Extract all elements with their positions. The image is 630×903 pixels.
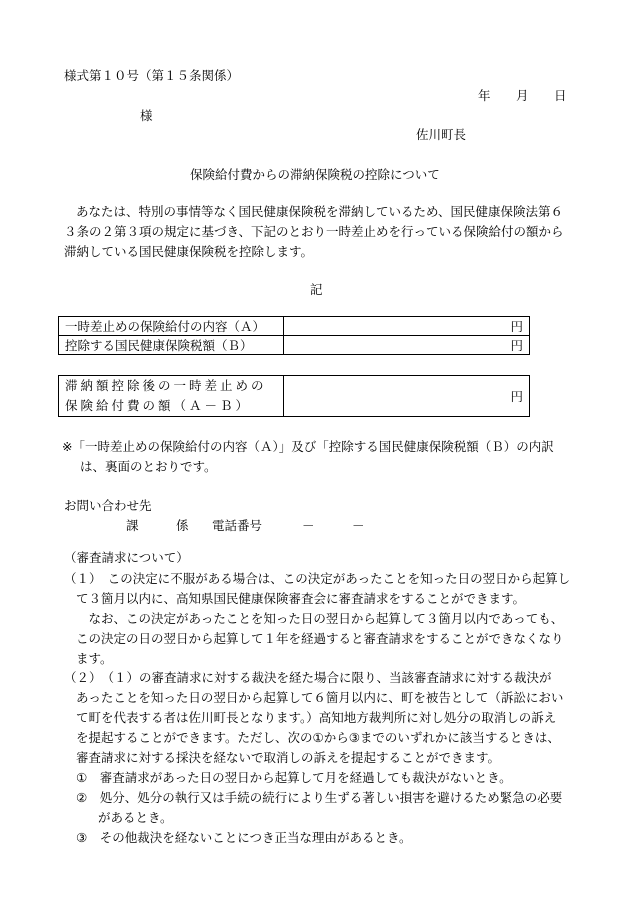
intro-line-3: 滞納している国民健康保険税を控除します。 (64, 244, 314, 259)
contact-phone-label: 電話番号 (212, 518, 263, 533)
appeal-line-2: て３箇月以内に、高知県国民健康保険審査会に審査請求をすることができます。 (76, 591, 526, 606)
appeal-line-9: を提起することができます。ただし、次の①から③までのいずれかに該当するときは、 (76, 730, 560, 745)
contact-heading: お問い合わせ先 (64, 498, 152, 513)
intro-line-1: あなたは、特別の事情等なく国民健康保険税を滞納しているため、国民健康保険法第６ (76, 204, 564, 219)
appeal-line-13: があるとき。 (98, 810, 173, 825)
row-label-b: 控除する国民健康保険税額（Ｂ） (59, 336, 284, 355)
balance-unit: 円 (284, 376, 530, 417)
note-line-1: ※「一時差止めの保険給付の内容（Ａ）」及び「控除する国民健康保険税額（Ｂ）の内訳 (62, 439, 554, 454)
balance-table (58, 375, 530, 417)
row-unit-a: 円 (284, 317, 530, 336)
ki-heading: 記 (310, 282, 323, 297)
date-month-label: 月 (516, 88, 529, 103)
document-title: 保険給付費からの滞納保険税の控除について (190, 167, 440, 182)
balance-label-line-2: 保険給付費の額（Ａ－Ｂ） (65, 398, 252, 413)
table-row (59, 336, 530, 355)
date-day-label: 日 (554, 88, 567, 103)
appeal-heading: （審査請求について） (64, 550, 189, 565)
note-line-2: は、裏面のとおりです。 (80, 459, 217, 474)
appeal-line-11: ① 審査請求があった日の翌日から起算して月を経過しても裁決がないとき。 (76, 770, 512, 785)
appeal-line-7: あったことを知った日の翌日から起算して６箇月以内に、町を被告として（訴訟におい (76, 690, 564, 705)
appeal-line-12: ② 処分、処分の執行又は手続の続行により生ずる著しい損害を避けるため緊急の必要 (76, 790, 563, 805)
issuer: 佐川町長 (416, 127, 467, 142)
balance-label-cell (59, 376, 284, 417)
appeal-line-8: て町を代表する者は佐川町長となります。）高知地方裁判所に対し処分の取消しの訴え (76, 710, 557, 725)
intro-line-2: ３条の２第３項の規定に基づき、下記のとおり一時差止めを行っている保険給付の額から (64, 224, 564, 239)
appeal-line-1: （１） この決定に不服がある場合は、この決定があったことを知った日の翌日から起算し (64, 571, 571, 586)
addressee-suffix: 様 (140, 108, 153, 123)
row-label-a: 一時差止めの保険給付の内容（Ａ） (59, 317, 284, 336)
amount-table (58, 316, 530, 355)
date-year-label: 年 (478, 88, 491, 103)
appeal-line-3: なお、この決定があったことを知った日の翌日から起算して３箇月以内であっても、 (76, 611, 564, 626)
appeal-line-14: ③ その他裁決を経ないことにつき正当な理由があるとき。 (76, 830, 412, 845)
contact-ka: 課 (126, 518, 139, 533)
balance-label-line-1: 滞納額控除後の一時差止めの (65, 378, 267, 393)
contact-dash-1: － (302, 518, 315, 533)
contact-dash-2: － (352, 518, 365, 533)
appeal-line-5: ます。 (76, 651, 113, 666)
table-row (59, 376, 530, 417)
appeal-line-6: （２） （１）の審査請求に対する裁決を経た場合に限り、当該審査請求に対する裁決が (64, 670, 552, 685)
appeal-line-10: 審査請求に対する採決を経ないで取消しの訴えを提起することができます。 (76, 750, 501, 765)
appeal-line-4: この決定の日の翌日から起算して１年を経過すると審査請求をすることができなくなり (76, 631, 564, 646)
table-row (59, 317, 530, 336)
row-unit-b: 円 (284, 336, 530, 355)
form-number: 様式第１０号（第１５条関係） (64, 68, 240, 83)
contact-kakari: 係 (176, 518, 189, 533)
